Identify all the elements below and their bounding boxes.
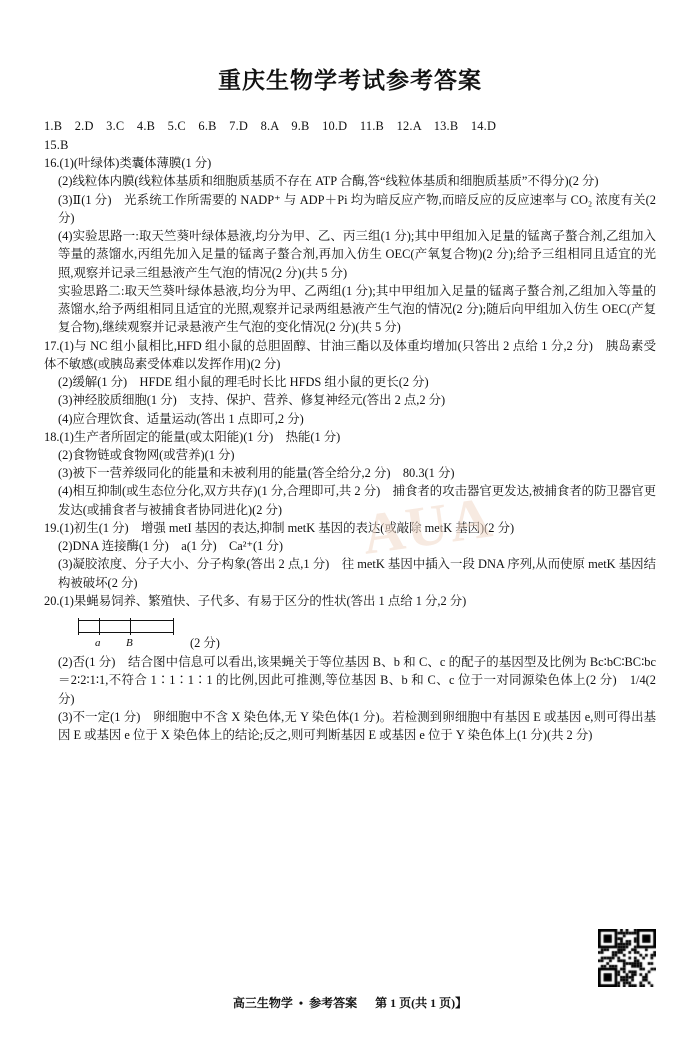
footer-subject: 高三生物学 [232,996,293,1010]
question-16-block [44,154,656,336]
page-footer [0,994,700,1011]
answer-line: 实验思路二:取天竺葵叶绿体悬液,均分为甲、乙两组(1 分);其中甲组加入足量的锰离子螯合剂,乙组加入等量的蒸馏水,给予两组相同且适宜的光照,观察并记录两组悬液产生气泡的情况(2 分);随后向甲组加入仿生 OEC(产复复合物),继续观察并记录悬液产生气泡的变化情况(2 分)(共 5 分) [58,283,656,335]
answer-line: 20.(1)果蝇易饲养、繁殖快、子代多、有易于区分的性状(答出 1 点给 1 分,2 分) [44,593,467,608]
answer-line: (2)食物链或食物网(或营养)(1 分) [58,447,235,462]
answer-line: (3)凝胶浓度、分子大小、分子构象(答出 2 点,1 分) 往 metK 基因中插入一段 DNA 序列,从而使原 metK 基因结构被破坏(2 分) [58,557,656,590]
diagram-score: (2 分) [190,636,220,651]
chromosome-gene-diagram [78,613,228,651]
qr-code [598,929,656,987]
answer-line: (3)Ⅱ(1 分) 光系统工作所需要的 NADP⁺ 与 ADP＋Pi 均为暗反应产物,而暗反应的反应速率与 CO₂ 浓度有关(2 分) [58,192,656,225]
objective-answers-line-1: 1.B 2.D 3.C 4.B 5.C 6.B 7.D 8.A 9.B 10.D 11.B 12.A 13.B 14.D [44,119,497,133]
answer-line: (3)神经胶质细胞(1 分) 支持、保护、营养、修复神经元(答出 2 点,2 分) [58,393,446,408]
footer-label: 参考答案 [309,996,358,1010]
diagram-tick [78,618,79,635]
answer-line: (4)应合理饮食、适量运动(答出 1 点即可,2 分) [58,411,304,426]
answer-line: (4)相互抑制(或生态位分化,双方共存)(1 分,合理即可,共 2 分) 捕食者的攻击器官更发达,被捕食者的防卫器官更发达(或捕食者与被捕食者协同进化)(2 分) [58,484,656,517]
question-19-block [44,519,656,592]
question-20-block [44,592,656,744]
diagram-line-top [78,620,174,621]
answer-line: (3)被下一营养级同化的能量和未被利用的能量(答全给分,2 分) 80.3(1 分) [58,466,455,481]
answer-line: (4)实验思路一:取天竺葵叶绿体悬液,均分为甲、乙、丙三组(1 分);其中甲组加入足量的锰离子螯合剂,乙组加入等量的蒸馏水,丙组先加入足量的锰离子螯合剂,再加入仿生 OEC(产氧复合物)(2 分);给予三组相同且适宜的光照,观察并记录三组悬液产生气泡的情况(2 分)(共 5 分) [58,229,656,280]
diagram-label-a: a [95,637,101,650]
diagram-line-bottom [78,632,174,633]
answer-sheet-page [0,62,700,1045]
answer-line: 19.(1)初生(1 分) 增强 metI 基因的表达,抑制 metK 基因的表达(或敲除 metK 基因)(2 分) [44,520,515,535]
diagram-label-b: B [126,637,133,650]
objective-answers-line-2: 15.B [44,137,69,152]
answer-line: 16.(1)(叶绿体)类囊体薄膜(1 分) [44,156,212,171]
footer-dot: • [298,996,304,1010]
answer-line: (2)缓解(1 分) HFDE 组小鼠的理毛时长比 HFDS 组小鼠的更长(2 分) [58,375,429,390]
answer-line: 18.(1)生产者所固定的能量(或太阳能)(1 分) 热能(1 分) [44,429,341,444]
objective-answers [44,117,656,154]
diagram-tick [130,618,131,635]
question-17-block [44,337,656,428]
watermark: AUA [358,484,498,567]
footer-page-number: 第 1 页(共 1 页)】 [375,996,468,1010]
diagram-tick [99,618,100,635]
question-18-block [44,428,656,519]
answer-line: (2)否(1 分) 结合图中信息可以看出,该果蝇关于等位基因 B、b 和 C、c 的配子的基因型及比例为 Bc∶bC∶BC∶bc＝2∶2∶1∶1,不符合 1∶1∶1∶1 的比例,因此可推测,等位基因 B、b 和 C、c 位于一对同源染色体上(2 分) 1/4(2 分) [58,655,656,706]
answer-line: (3)不一定(1 分) 卵细胞中不含 X 染色体,无 Y 染色体(1 分)。若检测到卵细胞中有基因 E 或基因 e,则可得出基因 E 或基因 e 位于 X 染色体上的结论;反之,则可判断基因 E 或基因 e 位于 Y 染色体上(1 分)(共 2 分) [58,709,656,743]
answer-line: (2)DNA 连接酶(1 分) a(1 分) Ca²⁺(1 分) [58,539,283,554]
page-title: 重庆生物学考试参考答案 [218,68,482,93]
diagram-tick [173,618,174,635]
answer-line: 17.(1)与 NC 组小鼠相比,HFD 组小鼠的总胆固醇、甘油三酯以及体重均增加(只答出 2 点给 1 分,2 分) 胰岛素受体不敏感(或胰岛素受体难以发挥作用)(2 分) [44,338,656,371]
answer-line: (2)线粒体内膜(线粒体基质和细胞质基质不存在 ATP 合酶,答“线粒体基质和细胞质基质”不得分)(2 分) [58,174,599,189]
